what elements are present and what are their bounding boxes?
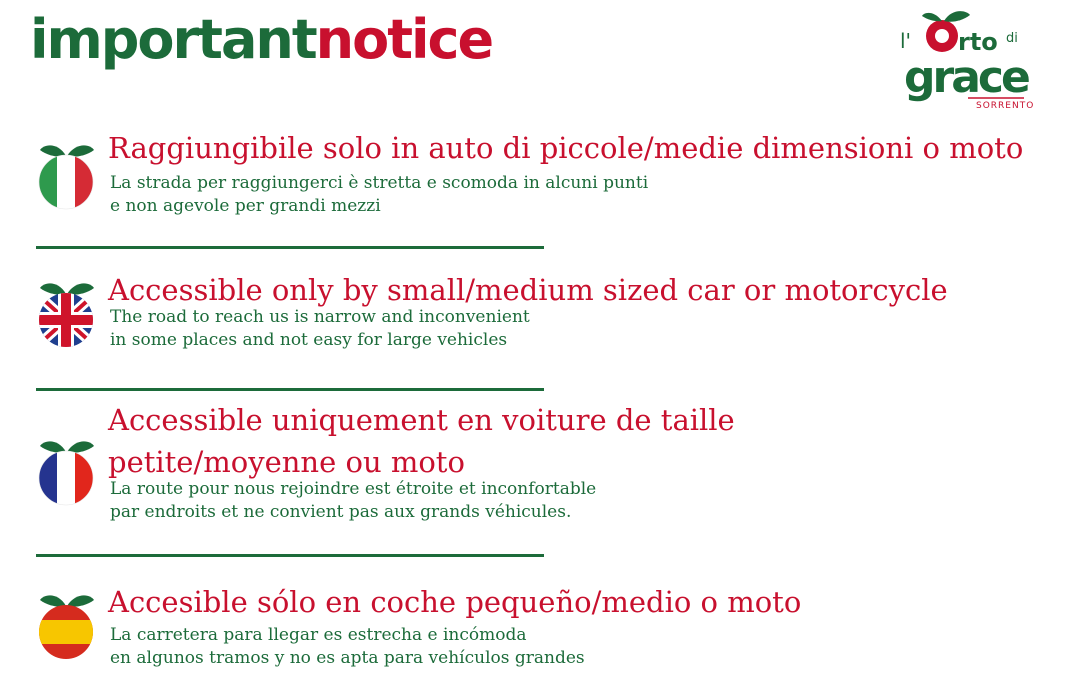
orto-di-grace-logo (898, 0, 1038, 112)
description-line: La carretera para llegar es estrecha e incómoda (110, 625, 527, 645)
section-description (110, 478, 596, 524)
description-line: par endroits et ne convient pas aux grands véhicules. (110, 502, 572, 522)
title-notice: notice (315, 8, 493, 71)
france-flag-apple-icon (36, 432, 96, 508)
title-important: important (30, 8, 316, 71)
section-divider (36, 246, 544, 249)
description-line: The road to reach us is narrow and inconvenient (110, 307, 530, 327)
section-heading-line1: Accessible uniquement en voiture de taille (108, 403, 735, 437)
section-divider (36, 388, 544, 391)
logo-word-orto: rto (958, 28, 998, 56)
section-heading: Accessible only by small/medium sized car or motorcycle (108, 273, 948, 307)
description-line: e non agevole per grandi mezzi (110, 196, 381, 216)
description-line: en algunos tramos y no es apta para vehículos grandes (110, 648, 585, 668)
section-heading: Raggiungibile solo in auto di piccole/medie dimensioni o moto (108, 131, 1024, 165)
section-heading-line2: petite/moyenne ou moto (108, 445, 465, 479)
logo-word-grace: grace (904, 52, 1028, 103)
page-title (30, 4, 492, 76)
section-divider (36, 554, 544, 557)
section-description (110, 306, 530, 352)
description-line: La strada per raggiungerci è stretta e scomoda in alcuni punti (110, 173, 649, 193)
logo-word-sorrento: SORRENTO (976, 101, 1035, 111)
section-heading: Accesible sólo en coche pequeño/medio o moto (108, 585, 802, 619)
section-description (110, 624, 585, 670)
uk-flag-apple-icon (36, 274, 96, 350)
description-line: in some places and not easy for large vehicles (110, 330, 508, 350)
description-line: La route pour nous rejoindre est étroite et inconfortable (110, 479, 597, 499)
logo-word-di: di (1006, 31, 1018, 46)
section-description (110, 172, 648, 218)
spain-flag-apple-icon (36, 586, 96, 662)
logo-prefix: l' (900, 29, 912, 53)
italy-flag-apple-icon (36, 136, 96, 212)
